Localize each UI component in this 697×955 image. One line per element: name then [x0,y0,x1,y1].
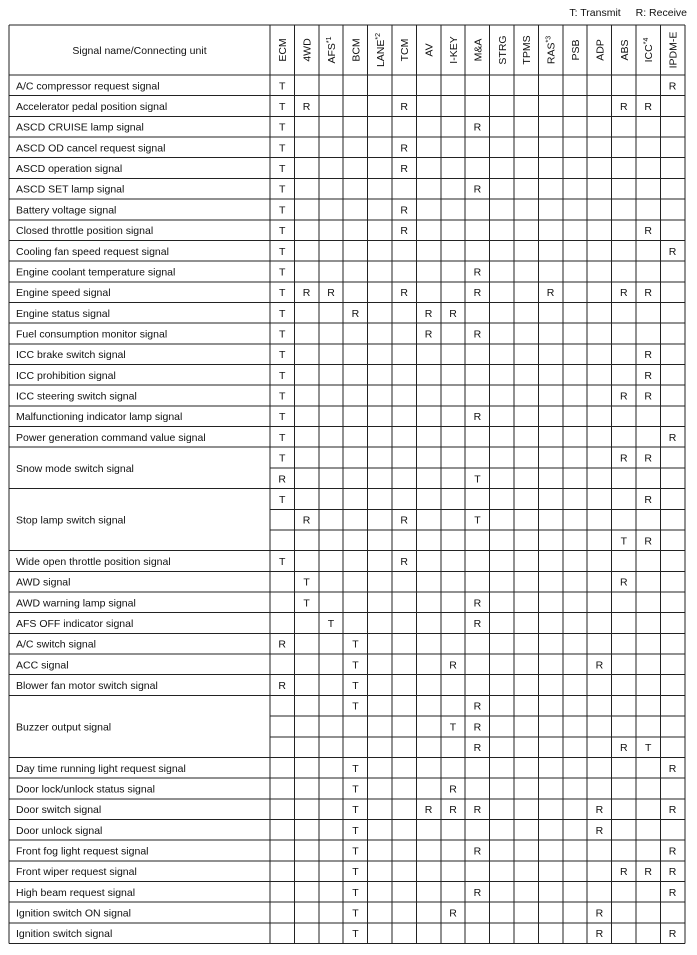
transmit-mark: T [278,287,286,300]
column-header: LANE$^{*2}$ [374,32,387,68]
receive-mark: R [424,328,433,341]
column-header: TPMS [521,35,534,65]
receive-mark: R [302,514,311,527]
receive-mark: R [595,907,604,920]
receive-mark: R [644,369,652,382]
transmit-mark: T [278,245,286,258]
receive-mark: R [644,535,652,548]
transmit-mark: T [278,452,286,465]
receive-mark: R [644,390,652,403]
transmit-mark: T [352,804,359,817]
transmit-mark: T [620,535,628,548]
receive-mark: R [400,225,408,238]
column-footnote-mark: *3 [545,35,553,43]
receive-mark: R [668,886,677,899]
transmit-mark: T [278,411,286,424]
signal-name: Wide open throttle position signal [16,555,171,568]
receive-mark: R [668,762,677,775]
column-header: PSB [570,39,582,61]
transmit-mark: T [278,369,286,382]
receive-mark: R [668,80,677,93]
receive-mark: R [620,287,628,300]
transmit-mark: T [278,80,286,93]
receive-mark: R [595,659,604,672]
transmit-mark: T [278,163,286,176]
signal-name: Buzzer output signal [16,721,112,734]
transmit-mark: T [278,493,286,506]
receive-mark: R [644,101,652,114]
signal-name: ASCD SET lamp signal [16,183,125,196]
receive-mark: R [668,866,677,879]
receive-mark: R [400,204,408,217]
column-header: M&A [472,38,485,62]
receive-mark: R [278,638,286,651]
transmit-mark: T [352,845,359,858]
receive-mark: R [620,576,628,589]
transmit-mark: T [303,597,310,610]
receive-mark: R [668,431,677,444]
receive-mark: R [424,307,433,320]
transmit-mark: T [352,928,359,941]
receive-mark: R [668,928,677,941]
signal-name: Power generation command value signal [16,431,206,444]
transmit-mark: T [278,266,286,279]
receive-mark: R [595,824,604,837]
signal-name: ICC brake switch signal [16,349,126,362]
receive-mark: R [644,287,652,300]
column-footnote-mark: *1 [326,36,333,44]
transmit-mark: T [449,721,457,734]
receive-mark: R [473,886,482,899]
receive-mark: R [644,225,652,238]
transmit-mark: T [303,576,310,589]
column-header: ECM [277,38,290,62]
receive-mark: R [473,721,482,734]
receive-mark: R [449,659,457,672]
transmit-mark: T [278,142,286,155]
transmit-mark: T [278,121,286,134]
column-header: TCM [399,38,412,62]
receive-mark: R [644,452,652,465]
signal-name: Door switch signal [16,804,102,817]
receive-mark: R [278,680,286,693]
signal-name: Engine status signal [16,307,110,320]
transmit-mark: T [352,638,359,651]
transmit-mark: T [327,618,335,631]
transmit-mark: T [278,431,286,444]
column-header: RAS$^{*3}$ [545,35,558,65]
receive-mark: R [449,783,457,796]
signal-name: Ignition switch signal [16,928,113,941]
column-header: I-KEY [448,36,460,64]
column-footnote-mark: *2 [374,32,382,40]
receive-mark: R [668,245,677,258]
legend-transmit: T: Transmit [569,7,621,19]
signal-name: Battery voltage signal [16,204,117,217]
transmit-mark: T [278,349,286,362]
signal-name: ASCD OD cancel request signal [16,142,166,155]
receive-mark: R [302,101,311,114]
transmit-mark: T [474,473,481,486]
receive-mark: R [473,183,482,196]
column-header: ADP [594,39,607,61]
receive-mark: R [595,804,604,817]
receive-mark: R [546,287,555,300]
receive-mark: R [473,700,482,713]
signal-name: Fuel consumption monitor signal [16,328,168,341]
receive-mark: R [473,742,482,755]
column-header: AFS$^{*1}$ [326,36,338,64]
transmit-mark: T [352,659,359,672]
column-header: AV [423,43,436,57]
signal-name: Day time running light request signal [16,762,186,775]
signal-name: Ignition switch ON signal [16,907,131,920]
column-header: 4WD [301,38,314,62]
signal-name: A/C switch signal [16,638,96,651]
signal-name: ICC prohibition signal [16,369,116,382]
transmit-mark: T [352,680,359,693]
receive-mark: R [449,804,457,817]
receive-mark: R [400,163,408,176]
transmit-mark: T [278,307,286,320]
transmit-mark: T [352,886,359,899]
receive-mark: R [302,287,311,300]
transmit-mark: T [352,762,359,775]
transmit-mark: T [278,204,286,217]
receive-mark: R [473,597,482,610]
column-header: ABS [618,39,631,61]
transmit-mark: T [352,866,359,879]
receive-mark: R [473,121,482,134]
transmit-mark: T [352,783,359,796]
receive-mark: R [668,804,677,817]
signal-name: Cooling fan speed request signal [16,245,169,258]
signal-name: A/C compressor request signal [16,80,160,93]
transmit-mark: T [278,225,286,238]
transmit-mark: T [352,907,359,920]
column-header: IPDM-E [667,31,680,69]
signal-name: AWD signal [16,576,71,589]
transmit-mark: T [474,514,481,527]
receive-mark: R [449,307,457,320]
transmit-mark: T [644,742,652,755]
receive-mark: R [473,804,482,817]
signal-name: High beam request signal [16,886,136,899]
signal-name: Snow mode switch signal [16,462,134,475]
signal-name: Closed throttle position signal [16,225,154,238]
receive-mark: R [644,866,652,879]
transmit-mark: T [278,328,286,341]
signal-name: ASCD CRUISE lamp signal [16,121,144,134]
receive-mark: R [400,101,408,114]
receive-mark: R [644,349,652,362]
receive-mark: R [595,928,604,941]
signal-name: ICC steering switch signal [16,390,137,403]
signal-name: Front fog light request signal [16,845,149,858]
signal-name: AWD warning lamp signal [16,597,136,610]
receive-mark: R [400,555,408,568]
signal-name: Blower fan motor switch signal [16,680,158,693]
signal-name: Door unlock signal [16,824,103,837]
receive-mark: R [449,907,457,920]
receive-mark: R [668,845,677,858]
receive-mark: R [400,514,408,527]
transmit-mark: T [278,555,286,568]
receive-mark: R [473,266,482,279]
signal-name: Stop lamp switch signal [16,514,126,527]
receive-mark: R [620,866,628,879]
receive-mark: R [351,307,360,320]
receive-mark: R [327,287,335,300]
legend-receive: R: Receive [635,7,687,19]
transmit-mark: T [278,390,286,403]
column-header: ICC$^{*4}$ [643,37,656,63]
receive-mark: R [400,287,408,300]
receive-mark: R [473,287,482,300]
column-header: BCM [350,38,363,62]
transmit-mark: T [278,183,286,196]
receive-mark: R [473,411,482,424]
signal-name: Engine speed signal [16,287,111,300]
corner-header: Signal name/Connecting unit [72,45,207,57]
receive-mark: R [473,328,482,341]
signal-name: AFS OFF indicator signal [16,618,134,631]
signal-name: Malfunctioning indicator lamp signal [16,411,183,424]
receive-mark: R [620,101,628,114]
signal-name: Engine coolant temperature signal [16,266,176,279]
transmit-mark: T [278,101,286,114]
receive-mark: R [400,142,408,155]
receive-mark: R [620,742,628,755]
column-footnote-mark: *4 [643,37,651,45]
signal-name: Accelerator pedal position signal [16,101,168,114]
signal-name: Door lock/unlock status signal [16,783,155,796]
receive-mark: R [620,452,628,465]
receive-mark: R [473,618,482,631]
receive-mark: R [473,845,482,858]
signal-name: Front wiper request signal [16,866,137,879]
receive-mark: R [278,473,286,486]
signal-name: ACC signal [16,659,69,672]
transmit-mark: T [352,700,359,713]
transmit-mark: T [352,824,359,837]
receive-mark: R [424,804,433,817]
signal-name: ASCD operation signal [16,163,123,176]
receive-mark: R [620,390,628,403]
column-header: STRG [496,35,509,65]
receive-mark: R [644,493,652,506]
